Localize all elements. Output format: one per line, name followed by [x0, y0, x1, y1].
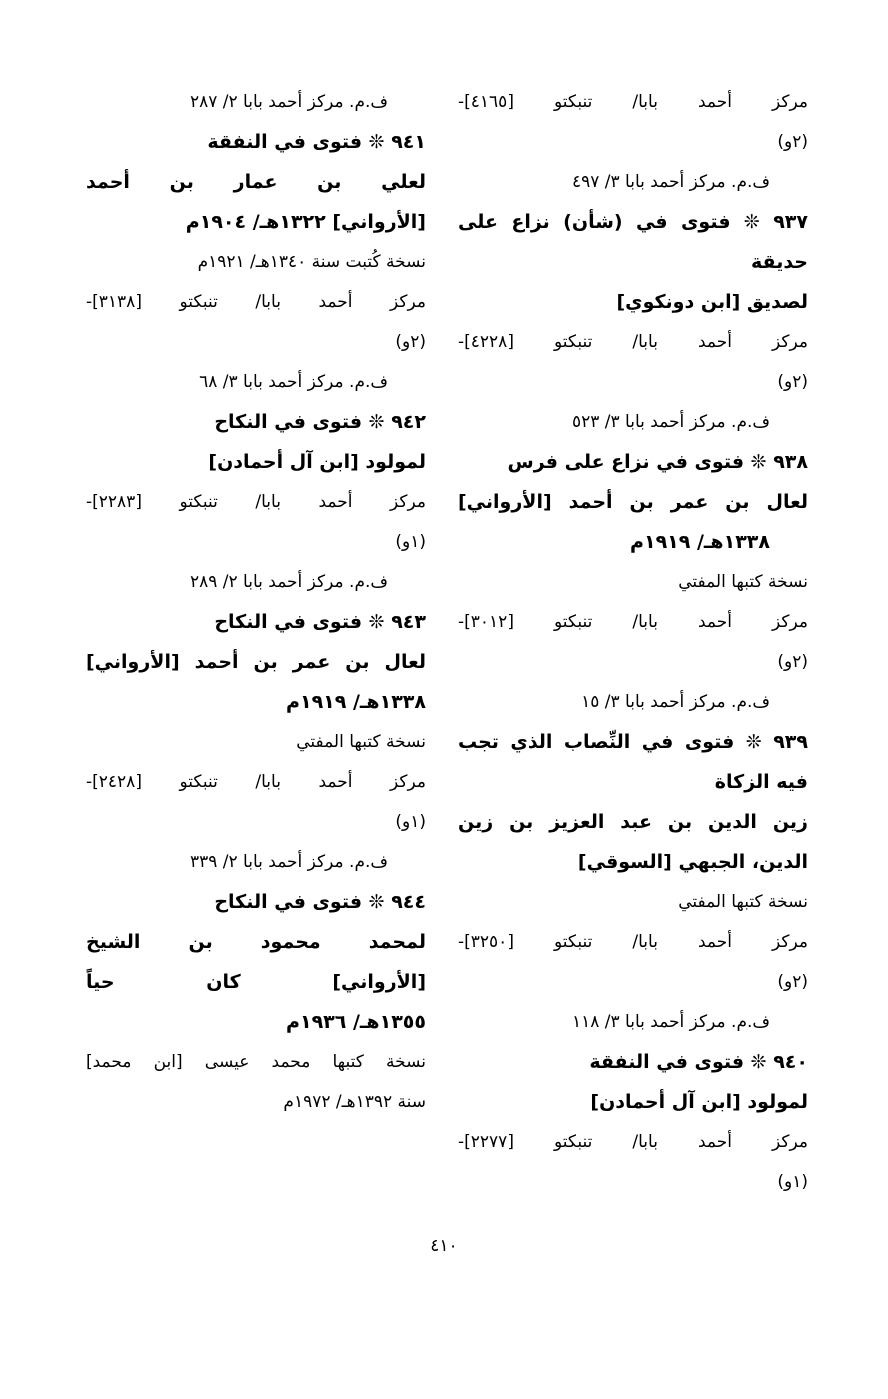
entry-line-bold: لمحمد محمود بن الشيخ	[86, 931, 426, 953]
entry-line-bold: لعال بن عمر بن أحمد [الأرواني]	[86, 651, 426, 673]
entry-line: ف.م. مركز أحمد بابا ٣/ ٥٢٣	[571, 412, 770, 432]
entry-line: مركز أحمد بابا/ تنبكتو [٣٢٥٠]-	[458, 932, 808, 952]
entry-line-bold: ٩٤٣ ❊ فتوى في النكاح	[214, 611, 426, 633]
entry-line-bold: ١٣٥٥هـ/ ١٩٣٦م	[286, 1011, 426, 1033]
entry-line: سنة ١٣٩٢هـ/ ١٩٧٢م	[283, 1092, 426, 1112]
entry-line: (١و)	[395, 812, 426, 832]
entry-line: مركز أحمد بابا/ تنبكتو [٤٢٢٨]-	[458, 332, 808, 352]
entry-line-bold: فيه الزكاة	[714, 771, 808, 793]
entry-line-bold: ١٣٣٨هـ/ ١٩١٩م	[286, 691, 426, 713]
entry-line-bold: حديقة	[751, 251, 808, 273]
entry-line: (١و)	[777, 1172, 808, 1192]
entry-line: ف.م. مركز أحمد بابا ٣/ ١١٨	[571, 1012, 770, 1032]
entry-line: نسخة كتبها محمد عيسى [ابن محمد]	[86, 1052, 426, 1072]
entry-line-bold: ٩٤٤ ❊ فتوى في النكاح	[214, 891, 426, 913]
entry-line: ف.م. مركز أحمد بابا ٢/ ٢٨٩	[189, 572, 388, 592]
entry-line-bold: [الأرواني] كان حياً	[86, 971, 426, 993]
entry-line: نسخة كُتبت سنة ١٣٤٠هـ/ ١٩٢١م	[197, 252, 426, 272]
entry-line-bold: لمولود [ابن آل أحمادن]	[590, 1091, 808, 1113]
entry-line: (٢و)	[777, 132, 808, 152]
entry-line: (٢و)	[777, 972, 808, 992]
entry-line-bold: [الأرواني] ١٣٢٢هـ/ ١٩٠٤م	[185, 211, 426, 233]
entry-line-bold: زين الدين بن عبد العزيز بن زين	[458, 811, 808, 833]
entry-line-bold: ٩٤٢ ❊ فتوى في النكاح	[214, 411, 426, 433]
entry-line-bold: ٩٣٩ ❊ فتوى في النِّصاب الذي تجب	[458, 731, 808, 753]
entry-line-bold: ١٣٣٨هـ/ ١٩١٩م	[630, 531, 770, 553]
left-column	[86, 82, 426, 1122]
right-column	[458, 82, 808, 1202]
entry-line: ف.م. مركز أحمد بابا ٣/ ٦٨	[199, 372, 388, 392]
entry-line: (٢و)	[777, 372, 808, 392]
entry-line: مركز أحمد بابا/ تنبكتو [٢٢٨٣]-	[86, 492, 426, 512]
entry-line: (٢و)	[395, 332, 426, 352]
entry-line-bold: ٩٤١ ❊ فتوى في النفقة	[207, 131, 426, 153]
entry-line: ف.م. مركز أحمد بابا ٢/ ٢٨٧	[189, 92, 388, 112]
entry-line: ف.م. مركز أحمد بابا ٣/ ١٥	[581, 692, 770, 712]
entry-line-bold: لعلي بن عمار بن أحمد	[86, 171, 426, 193]
entry-line-bold: ٩٤٠ ❊ فتوى في النفقة	[589, 1051, 808, 1073]
entry-line: مركز أحمد بابا/ تنبكتو [٤١٦٥]-	[458, 92, 808, 112]
entry-line: مركز أحمد بابا/ تنبكتو [٣٠١٢]-	[458, 612, 808, 632]
entry-line: نسخة كتبها المفتي	[296, 732, 426, 752]
entry-line: مركز أحمد بابا/ تنبكتو [٣١٣٨]-	[86, 292, 426, 312]
entry-line-bold: لصديق [ابن دونكوي]	[616, 291, 808, 313]
entry-line: مركز أحمد بابا/ تنبكتو [٢٢٧٧]-	[458, 1132, 808, 1152]
entry-line: ف.م. مركز أحمد بابا ٢/ ٣٣٩	[189, 852, 388, 872]
entry-line: (١و)	[395, 532, 426, 552]
entry-line: نسخة كتبها المفتي	[678, 892, 808, 912]
entry-line: (٢و)	[777, 652, 808, 672]
entry-line-bold: الدين، الجبهي [السوقي]	[577, 851, 808, 873]
entry-line-bold: لمولود [ابن آل أحمادن]	[208, 451, 426, 473]
entry-line: نسخة كتبها المفتي	[678, 572, 808, 592]
entry-line-bold: ٩٣٧ ❊ فتوى في (شأن) نزاع على	[458, 211, 808, 233]
page-number: ٤١٠	[430, 1236, 458, 1256]
entry-line: مركز أحمد بابا/ تنبكتو [٢٤٢٨]-	[86, 772, 426, 792]
entry-line: ف.م. مركز أحمد بابا ٣/ ٤٩٧	[571, 172, 770, 192]
entry-line-bold: ٩٣٨ ❊ فتوى في نزاع على فرس	[507, 451, 808, 473]
entry-line-bold: لعال بن عمر بن أحمد [الأرواني]	[458, 491, 808, 513]
